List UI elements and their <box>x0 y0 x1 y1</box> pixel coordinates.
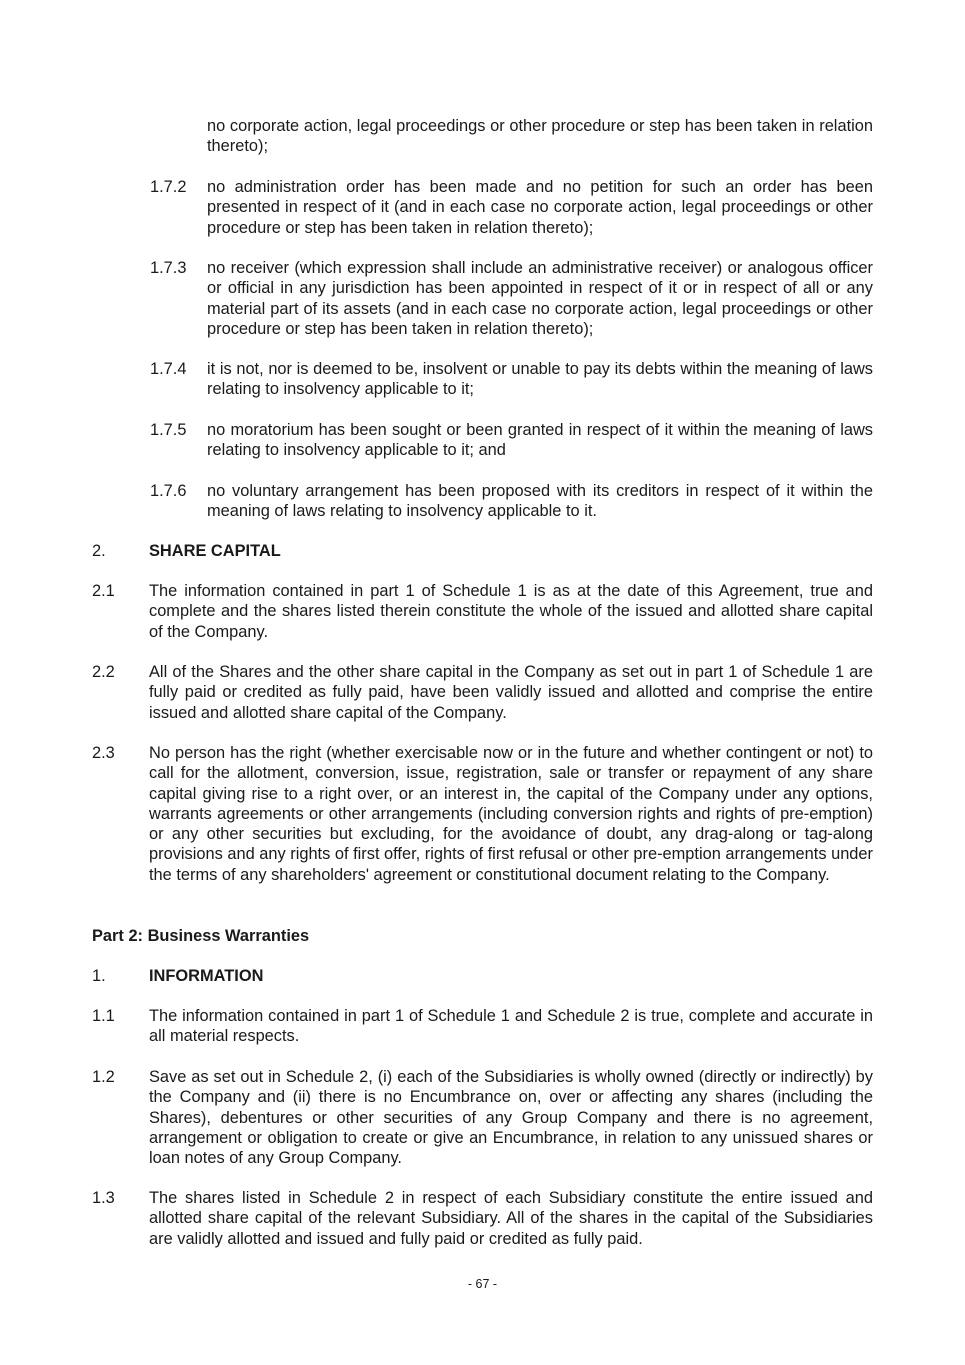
clause-number: 1.2 <box>92 1068 115 1086</box>
clause-number: 1.7.2 <box>150 178 187 196</box>
clause-text: no voluntary arrangement has been proposed with its creditors in respect of it within the meaning of laws relating to insolvency applicable to it. <box>207 482 873 521</box>
section-number: 2. <box>92 542 106 560</box>
clause-number: 1.7.6 <box>150 482 187 500</box>
clause-number: 1.7.4 <box>150 360 187 378</box>
clause-text: No person has the right (whether exercisable now or in the future and whether contingent or not) to call for the allotment, conversion, issue, registration, sale or transfer or repayment of any share capital giving rise to a right over, or an interest in, the capital of the Company under any options, warrants agreements or other arrangements (including conversion rights and rights of pre-emption) or any other securities but excluding, for the avoidance of doubt, any drag-along or tag-along provisions and any rights of first offer, rights of first refusal or other pre-emption arrangements under the terms of any shareholders' agreement or constitutional document relating to the Company. <box>149 744 873 884</box>
clause-text: it is not, nor is deemed to be, insolvent or unable to pay its debts within the meaning of laws relating to insolvency applicable to it; <box>207 360 873 399</box>
clause-text: Save as set out in Schedule 2, (i) each of the Subsidiaries is wholly owned (directly or indirectly) by the Company and (ii) there is no Encumbrance on, over or affecting any shares (including the Shares), debentures or other securities of any Group Company and there is no agreement, arrangement or obligation to create or give an Encumbrance, in relation to any unissued shares or loan notes of any Group Company. <box>149 1068 873 1168</box>
continuation-text: no corporate action, legal proceedings or other procedure or step has been taken in relation thereto); <box>207 117 873 156</box>
clause-number: 1.1 <box>92 1007 115 1025</box>
page-number: - 67 - <box>467 1277 498 1291</box>
clause-text: The shares listed in Schedule 2 in respect of each Subsidiary constitute the entire issued and allotted share capital of the relevant Subsidiary. All of the shares in the capital of the Subsidiaries are validly allotted and issued and fully paid or credited as fully paid. <box>149 1189 873 1248</box>
clause-number: 1.7.5 <box>150 421 187 439</box>
clause-text: no moratorium has been sought or been granted in respect of it within the meaning of laws relating to insolvency applicable to it; and <box>207 421 873 460</box>
clause-text: All of the Shares and the other share capital in the Company as set out in part 1 of Schedule 1 are fully paid or credited as fully paid, have been validly issued and allotted and comprise the entire issued and allotted share capital of the Company. <box>149 663 873 722</box>
clause-text: The information contained in part 1 of Schedule 1 is as at the date of this Agreement, true and complete and the shares listed therein constitute the whole of the issued and allotted share capital of the Company. <box>149 582 873 641</box>
section-number: 1. <box>92 967 106 985</box>
section-heading: SHARE CAPITAL <box>149 542 281 560</box>
part-title: Part 2: Business Warranties <box>92 927 310 945</box>
clause-number: 2.2 <box>92 663 115 681</box>
clause-text: The information contained in part 1 of Schedule 1 and Schedule 2 is true, complete and accurate in all material respects. <box>149 1007 873 1046</box>
clause-number: 1.3 <box>92 1189 115 1207</box>
clause-number: 2.3 <box>92 744 115 762</box>
clause-text: no receiver (which expression shall include an administrative receiver) or analogous officer or official in any jurisdiction has been appointed in respect of it or in respect of all or any material part of its assets (and in each case no corporate action, legal proceedings or other procedure or step has been taken in relation thereto); <box>207 259 873 338</box>
clause-number: 1.7.3 <box>150 259 187 277</box>
clause-number: 2.1 <box>92 582 115 600</box>
section-heading: INFORMATION <box>149 967 264 985</box>
clause-text: no administration order has been made and no petition for such an order has been presented in respect of it (and in each case no corporate action, legal proceedings or other procedure or step has been taken in relation thereto); <box>207 178 873 237</box>
